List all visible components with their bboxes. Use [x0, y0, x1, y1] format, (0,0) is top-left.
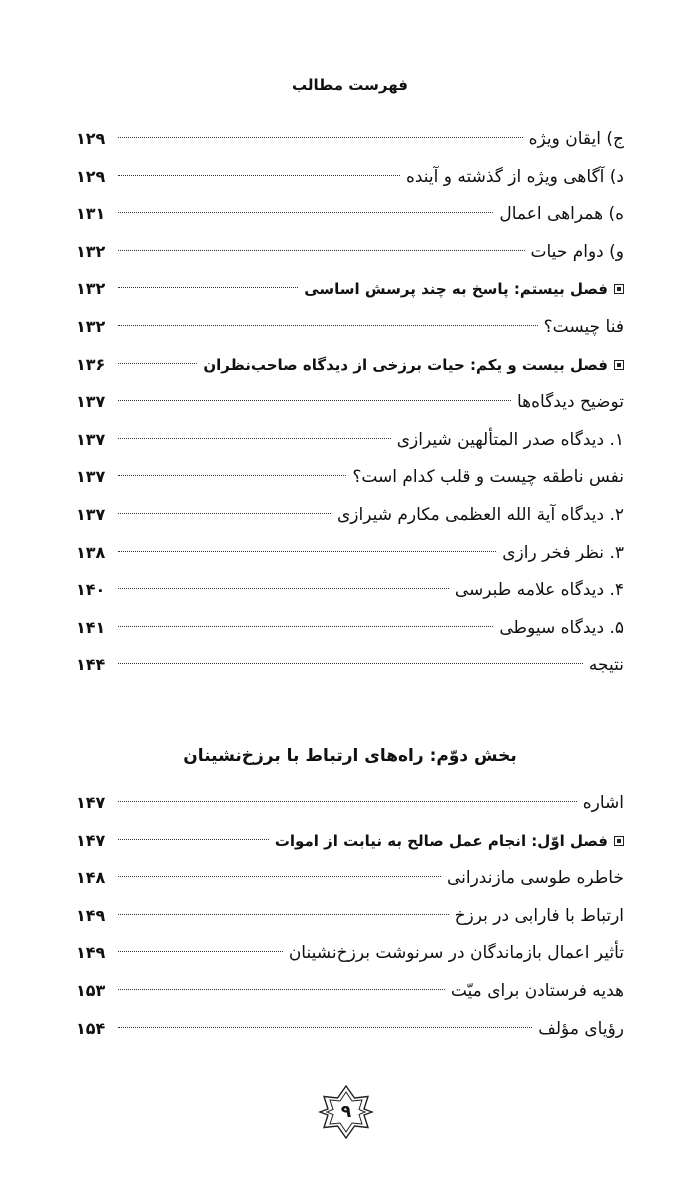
toc-entry-title [455, 572, 624, 610]
toc-entry-text: اشاره [582, 793, 624, 813]
toc-entry-text: نتیجه [588, 655, 624, 676]
dot-leader [118, 136, 523, 138]
toc-entry-title [447, 860, 624, 898]
dot-leader [118, 362, 197, 364]
toc-list-part-2 [76, 784, 624, 1047]
dot-leader [118, 800, 577, 802]
toc-page-number: ۱۳۱ [76, 204, 106, 224]
toc-entry-text: فصل بیست و یکم: حیات برزخی از دیدگاه صاحب‌نظران [203, 355, 608, 374]
toc-entry-row[interactable] [76, 1010, 624, 1048]
toc-page-number: ۱۴۷ [76, 793, 106, 812]
toc-entry-row[interactable] [76, 421, 624, 459]
toc-entry-title [406, 159, 624, 197]
dot-leader [118, 249, 525, 251]
toc-entry-text: ۱. دیدگاه صدر المتألهین شیرازی [396, 429, 624, 450]
dot-leader [118, 587, 449, 589]
page-header-title: فهرست مطالب [292, 76, 408, 94]
dot-leader [118, 838, 269, 840]
toc-entry-row[interactable] [76, 934, 624, 972]
toc-entry-title [203, 347, 624, 385]
toc-page-number: ۱۳۷ [76, 429, 106, 449]
toc-entry-row[interactable] [76, 496, 624, 534]
square-bullet-icon [614, 836, 624, 846]
toc-entry-text: ج) ایقان ویژه [528, 129, 624, 149]
toc-page-number: ۱۴۸ [76, 868, 106, 888]
page-number: ۹ [340, 1102, 352, 1122]
toc-entry-row[interactable] [76, 784, 624, 822]
toc-page-number: ۱۴۱ [76, 617, 106, 637]
square-bullet-icon [614, 360, 624, 370]
dot-leader [118, 662, 583, 664]
toc-entry-title [337, 497, 624, 535]
toc-page-number: ۱۳۷ [76, 392, 106, 412]
toc-entry-row[interactable] [76, 646, 624, 684]
toc-entry-text: ارتباط با فارابی در برزخ [454, 905, 624, 926]
toc-page-number: ۱۲۹ [76, 166, 106, 186]
toc-entry-title [544, 309, 624, 347]
toc-entry-text: ۴. دیدگاه علامه طبرسی [454, 580, 624, 601]
toc-page-number: ۱۴۴ [76, 655, 106, 675]
dot-leader [118, 988, 445, 990]
toc-page-number: ۱۴۹ [76, 905, 106, 925]
toc-entry-row[interactable] [76, 897, 624, 935]
toc-entry-title [529, 121, 624, 159]
toc-list-part-1 [76, 120, 624, 684]
dot-leader [118, 286, 298, 288]
toc-entry-text: ۳. نظر فخر رازی [502, 542, 624, 563]
toc-entry-row[interactable] [76, 571, 624, 609]
dot-leader [118, 324, 538, 326]
dot-leader [118, 625, 493, 627]
toc-entry-row[interactable] [76, 120, 624, 158]
toc-chapter-row[interactable] [76, 346, 624, 384]
toc-entry-text: هدیه فرستادن برای میّت [450, 980, 624, 1001]
toc-entry-title [502, 535, 624, 573]
toc-entry-text: نفس ناطقه چیست و قلب کدام است؟ [352, 467, 624, 488]
toc-entry-text: د) آگاهی ویژه از گذشته و آینده [405, 166, 624, 187]
toc-page-number: ۱۴۹ [76, 943, 106, 963]
toc-entry-row[interactable] [76, 308, 624, 346]
dot-leader [118, 913, 449, 915]
toc-page-number: ۱۳۷ [76, 504, 106, 524]
toc-page-number: ۱۳۷ [76, 467, 106, 487]
toc-entry-text: ه) همراهی اعمال [499, 204, 624, 225]
toc-page-number: ۱۵۳ [76, 980, 106, 1000]
toc-entry-title [538, 1011, 624, 1049]
dot-leader [118, 875, 441, 877]
toc-entry-text: ۲. دیدگاه آیة الله العظمی مکارم شیرازی [336, 504, 624, 525]
toc-entry-text: تأثیر اعمال بازماندگان در سرنوشت برزخ‌نشینان [288, 943, 624, 964]
toc-entry-title [304, 271, 624, 309]
section-heading: بخش دوّم: راه‌های ارتباط با برزخ‌نشینان [183, 746, 517, 766]
toc-entry-row[interactable] [76, 158, 624, 196]
toc-entry-title [499, 610, 624, 648]
toc-entry-row[interactable] [76, 458, 624, 496]
toc-entry-row[interactable] [76, 609, 624, 647]
toc-entry-row[interactable] [76, 972, 624, 1010]
toc-entry-title [451, 973, 624, 1011]
toc-entry-row[interactable] [76, 233, 624, 271]
toc-entry-text: ۵. دیدگاه سیوطی [499, 617, 624, 638]
toc-page-number: ۱۳۶ [76, 354, 106, 374]
toc-entry-text: توضیح دیدگاه‌ها [516, 392, 624, 413]
toc-page-number: ۱۴۷ [76, 830, 106, 850]
dot-leader [118, 1026, 532, 1028]
toc-page-number: ۱۴۰ [76, 580, 106, 600]
toc-page-number: ۱۵۴ [76, 1018, 106, 1038]
toc-page-number: ۱۳۲ [76, 241, 106, 261]
dot-leader [118, 512, 331, 514]
toc-entry-text: فصل بیستم: پاسخ به چند پرسش اساسی [304, 280, 608, 299]
dot-leader [118, 174, 400, 176]
toc-chapter-row[interactable] [76, 270, 624, 308]
toc-entry-title [583, 785, 624, 823]
dot-leader [118, 211, 493, 213]
dot-leader [118, 474, 346, 476]
toc-entry-row[interactable] [76, 383, 624, 421]
toc-entry-text: خاطره طوسی مازندرانی [446, 868, 624, 889]
toc-entry-title [531, 234, 625, 272]
toc-entry-row[interactable] [76, 859, 624, 897]
toc-entry-text: فصل اوّل: انجام عمل صالح به نیابت از اموات [274, 831, 608, 850]
toc-entry-text: و) دوام حیات [530, 241, 624, 262]
dot-leader [118, 550, 496, 552]
toc-entry-title [352, 459, 624, 497]
dot-leader [118, 437, 391, 439]
dot-leader [118, 399, 511, 401]
toc-entry-title [289, 935, 624, 973]
toc-entry-title [499, 196, 624, 234]
dot-leader [118, 950, 283, 952]
toc-page-number: ۱۳۲ [76, 316, 106, 336]
toc-entry-text: فنا چیست؟ [543, 316, 624, 337]
toc-entry-title [455, 898, 624, 936]
toc-entry-title [517, 384, 624, 422]
toc-entry-title [589, 647, 624, 685]
square-bullet-icon [614, 284, 624, 294]
toc-page-number: ۱۳۸ [76, 542, 106, 562]
toc-page-number: ۱۳۲ [76, 279, 106, 299]
toc-entry-text: رؤیای مؤلف [538, 1018, 624, 1039]
toc-entry-row[interactable] [76, 534, 624, 572]
toc-entry-row[interactable] [76, 195, 624, 233]
toc-page-number: ۱۲۹ [76, 129, 106, 148]
toc-chapter-row[interactable] [76, 822, 624, 860]
toc-entry-title [275, 823, 624, 861]
toc-entry-title [397, 422, 624, 460]
